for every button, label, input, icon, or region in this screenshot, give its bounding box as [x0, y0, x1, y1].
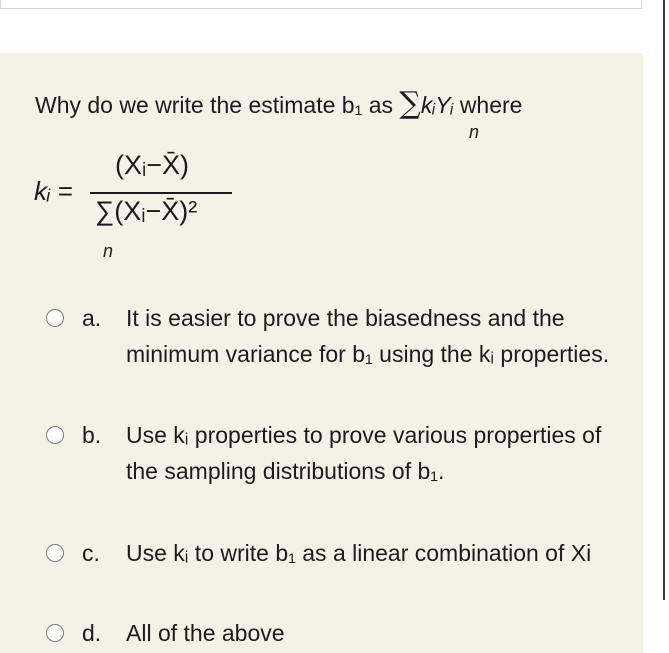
- question-suffix: where: [459, 92, 523, 118]
- summation-symbol: ∑: [399, 86, 421, 121]
- option-text: All of the above: [126, 620, 285, 646]
- formula-numerator: (Xᵢ−X̄): [115, 150, 190, 180]
- formula-lhs: kᵢ =: [34, 176, 73, 206]
- radio-c[interactable]: [46, 544, 64, 562]
- question-text: [35, 86, 522, 121]
- radio-d[interactable]: [46, 624, 64, 642]
- previous-panel-edge: [0, 0, 642, 9]
- sum-term: kᵢYᵢ: [420, 92, 454, 118]
- option-letter: d.: [82, 620, 102, 646]
- option-letter: b.: [82, 422, 102, 448]
- radio-a[interactable]: [46, 309, 64, 327]
- option-text: Use kᵢ to write b₁ as a linear combination of Xi: [126, 540, 592, 566]
- question-sum-index: n: [469, 122, 480, 142]
- option-text: Use kᵢ properties to prove various properties of the sampling distributions of b₁.: [126, 422, 602, 484]
- fraction-bar: [90, 192, 232, 194]
- option-letter: c.: [82, 540, 100, 566]
- scrollbar[interactable]: [663, 0, 665, 600]
- question-prefix: Why do we write the estimate b₁ as: [35, 92, 394, 118]
- formula-denominator: ∑(Xᵢ−X̄)²: [95, 196, 198, 226]
- formula-sum-index: n: [103, 241, 114, 261]
- option-letter: a.: [82, 305, 102, 331]
- option-text: It is easier to prove the biasedness and the minimum variance for b₁ using the kᵢ properties.: [126, 305, 610, 367]
- radio-b[interactable]: [46, 426, 64, 444]
